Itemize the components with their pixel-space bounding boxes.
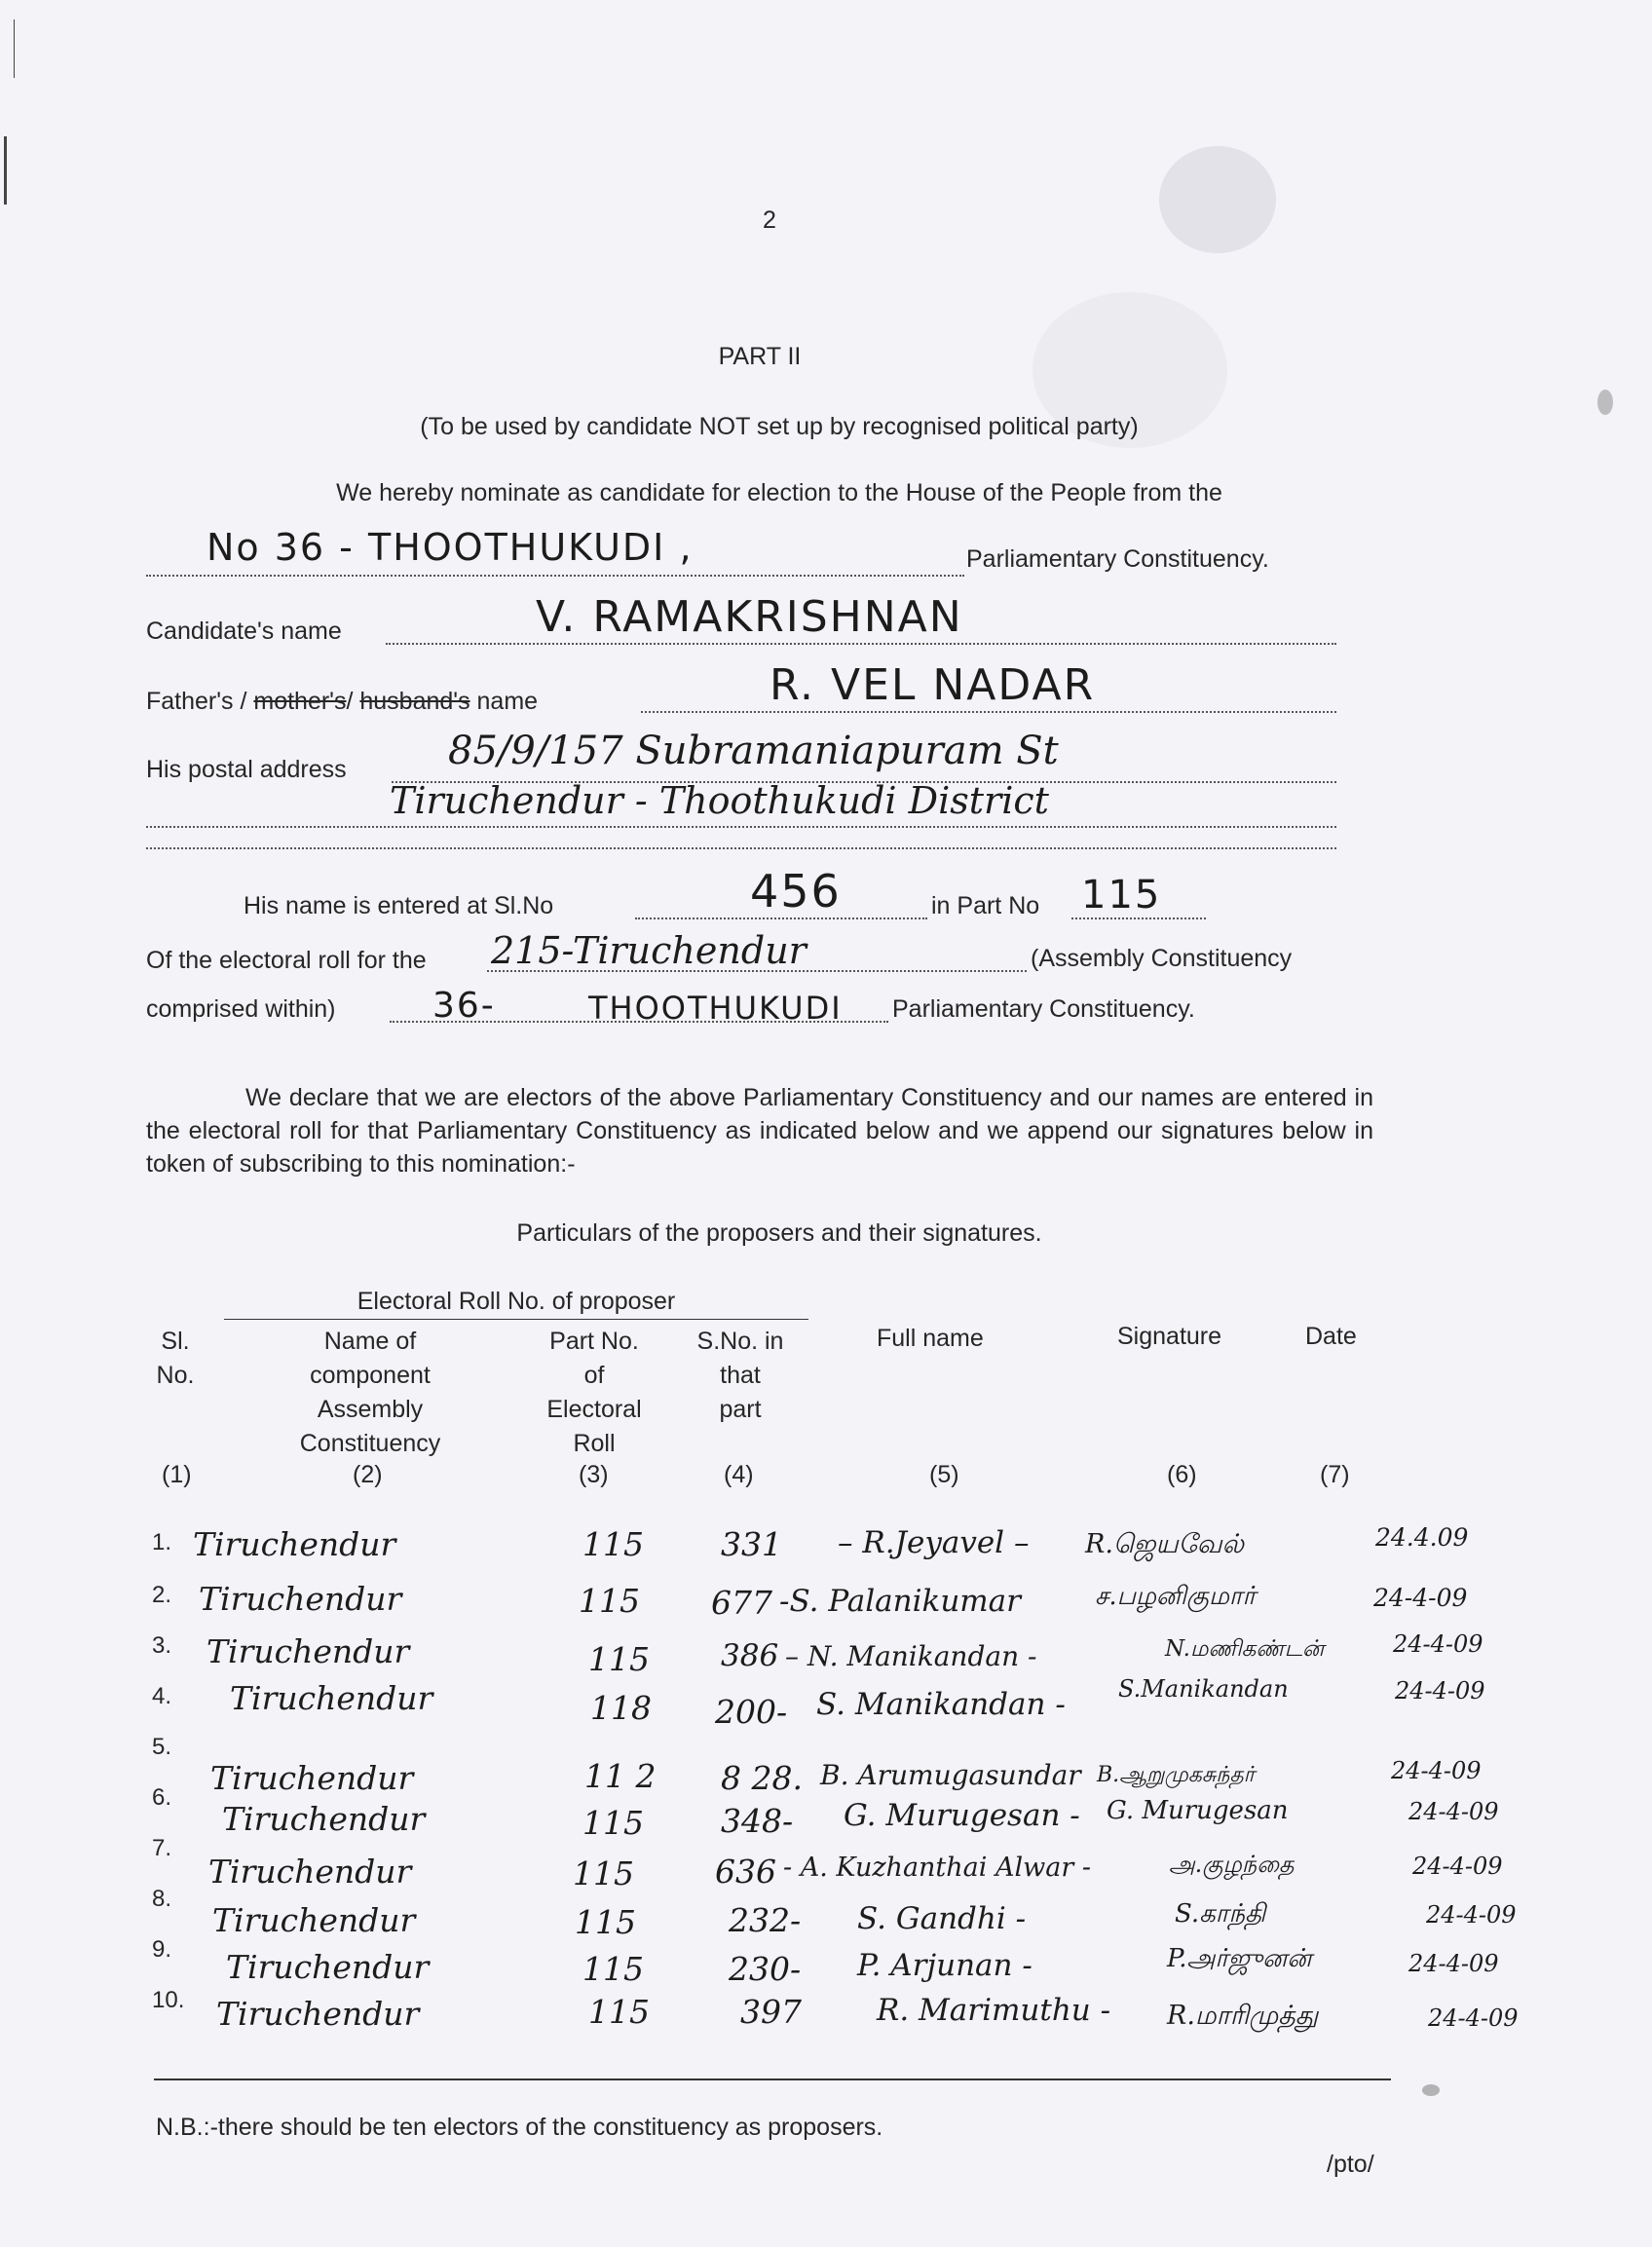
col-header-s-no	[672, 1325, 808, 1427]
col-header-part-no	[526, 1325, 662, 1461]
comprised-label: comprised within)	[146, 995, 336, 1023]
serial-entry-label-a: His name is entered at Sl.No	[244, 892, 554, 919]
row-sl: 7.	[152, 1835, 172, 1861]
row-sl: 6.	[152, 1784, 172, 1811]
table-row	[0, 1784, 1652, 1842]
row-part-no: 115	[588, 1993, 650, 2031]
row-s-no: 230-	[729, 1950, 802, 1988]
col-number-7: (7)	[1320, 1461, 1350, 1488]
row-signature: அ.குழந்தை	[1169, 1851, 1295, 1878]
row-assembly: Tiruchendur	[212, 1901, 416, 1939]
comprised-suffix: Parliamentary Constituency.	[892, 995, 1195, 1023]
postal-address-line1: 85/9/157 Subramaniapuram St	[448, 729, 1059, 773]
father-label-suffix: name	[469, 688, 539, 715]
row-date: 24-4-09	[1426, 1901, 1517, 1929]
declaration-paragraph: We declare that we are electors of the above Parliamentary Constituency and our names are entered in the electoral roll for that Parliamentary Constituency as indicated below and we append our signatures below in token of subscribing to this nomination:-	[146, 1084, 1373, 1178]
nomination-intro: We hereby nominate as candidate for election to the House of the People from the	[336, 479, 1222, 506]
father-name-dotline	[641, 711, 1336, 713]
row-signature: P.அர்ஜுனன்	[1167, 1944, 1312, 1973]
table-row	[0, 1835, 1652, 1892]
row-part-no: 115	[582, 1525, 644, 1563]
col-number-6: (6)	[1167, 1461, 1197, 1488]
candidate-name-dotline	[386, 643, 1336, 645]
postal-address-dotline-2	[146, 826, 1336, 828]
candidate-name-handwritten: V. RAMAKRISHNAN	[536, 592, 963, 642]
row-s-no: 386	[721, 1638, 779, 1673]
row-assembly: Tiruchendur	[193, 1525, 396, 1563]
row-date: 24-4-09	[1391, 1757, 1482, 1784]
col-header-part-line2: of	[583, 1362, 605, 1389]
row-s-no: 331	[721, 1525, 782, 1563]
row-signature: ச.பழனிகுமார்	[1095, 1582, 1257, 1611]
comprised-handwritten-name: THOOTHUKUDI	[588, 990, 843, 1027]
row-full-name: S. Gandhi -	[857, 1901, 1027, 1936]
row-full-name: -S. Palanikumar	[779, 1584, 1021, 1619]
electoral-roll-label: Of the electoral roll for the	[146, 947, 427, 974]
row-part-no: 115	[573, 1854, 634, 1892]
col-header-assembly-line2: component	[310, 1362, 431, 1389]
col-number-4: (4)	[724, 1461, 754, 1488]
row-s-no: 232-	[729, 1901, 802, 1939]
row-date: 24-4-09	[1393, 1630, 1483, 1658]
page-number: 2	[763, 206, 776, 234]
col-number-5: (5)	[929, 1461, 959, 1488]
col-header-sl	[136, 1325, 214, 1393]
row-date: 24.4.09	[1375, 1523, 1469, 1552]
row-date: 24-4-09	[1412, 1853, 1503, 1880]
row-date: 24-4-09	[1408, 1950, 1499, 1977]
electoral-roll-handwritten: 215-Tiruchendur	[491, 929, 807, 972]
father-label-prefix: Father's /	[146, 688, 254, 715]
col-header-sl-line2: No.	[156, 1362, 195, 1389]
postal-address-dotline-3	[146, 847, 1336, 849]
part-title: PART II	[718, 343, 802, 370]
row-s-no: 200-	[715, 1693, 788, 1731]
father-label-husband-struck: husband's	[359, 688, 470, 715]
father-label-mother-struck: mother's	[253, 688, 347, 715]
row-assembly: Tiruchendur	[208, 1853, 412, 1891]
row-sl: 2.	[152, 1582, 172, 1608]
row-date: 24-4-09	[1428, 2004, 1519, 2032]
serial-entry-sl-no: 456	[750, 865, 842, 918]
father-label-separator: /	[346, 688, 360, 715]
row-assembly: Tiruchendur	[206, 1632, 410, 1670]
row-sl: 4.	[152, 1683, 172, 1709]
table-row	[0, 1523, 1652, 1578]
group-header-underline	[224, 1319, 808, 1320]
col-header-full-name: Full name	[877, 1325, 984, 1352]
constituency-dotline	[146, 575, 964, 577]
form-subtitle: (To be used by candidate NOT set up by recognised political party)	[420, 413, 1139, 440]
col-header-part-line3: Electoral	[546, 1396, 642, 1423]
postal-address-line2: Tiruchendur - Thoothukudi District	[390, 779, 1049, 822]
footnote: N.B.:-there should be ten electors of the constituency as proposers.	[156, 2114, 883, 2141]
pto-marker: /pto/	[1327, 2151, 1374, 2178]
row-assembly: Tiruchendur	[222, 1800, 426, 1838]
row-sl: 10.	[152, 1987, 185, 2013]
table-bottom-rule	[154, 2078, 1391, 2080]
stamp-bleed	[1159, 146, 1276, 253]
row-part-no: 118	[590, 1689, 652, 1727]
row-sl: 3.	[152, 1632, 172, 1659]
constituency-handwritten: No 36 - THOOTHUKUDI ,	[206, 526, 694, 569]
table-row	[0, 1734, 1652, 1797]
serial-entry-dotline-a	[635, 918, 927, 919]
row-part-no: 11 2	[584, 1757, 657, 1795]
row-part-no: 115	[579, 1582, 640, 1620]
row-assembly: Tiruchendur	[226, 1948, 430, 1986]
col-header-part-line4: Roll	[573, 1430, 616, 1457]
col-header-sno-line3: part	[719, 1396, 762, 1423]
col-number-2: (2)	[353, 1461, 383, 1488]
father-name-label	[146, 688, 538, 716]
row-full-name: G. Murugesan -	[844, 1798, 1080, 1833]
table-row	[0, 1886, 1652, 1941]
row-s-no: 348-	[721, 1802, 794, 1840]
serial-entry-part-no: 115	[1081, 873, 1162, 918]
row-s-no: 636	[715, 1853, 776, 1891]
col-header-assembly-line4: Constituency	[299, 1430, 441, 1457]
table-row	[0, 1987, 1652, 2036]
edge-speck	[1422, 2084, 1440, 2096]
col-header-sno-line2: that	[720, 1362, 761, 1389]
row-signature: N.மணிகண்டன்	[1165, 1636, 1325, 1662]
col-number-3: (3)	[579, 1461, 609, 1488]
row-full-name: B. Arumugasundar	[820, 1759, 1081, 1791]
row-sl: 5.	[152, 1734, 172, 1760]
edge-speck	[1597, 390, 1613, 415]
row-date: 24-4-09	[1408, 1798, 1499, 1825]
electoral-roll-suffix: (Assembly Constituency	[1031, 945, 1293, 972]
serial-entry-dotline-b	[1071, 918, 1206, 919]
table-row	[0, 1582, 1652, 1630]
group-header-electoral-roll: Electoral Roll No. of proposer	[357, 1288, 676, 1315]
row-assembly: Tiruchendur	[230, 1679, 433, 1717]
row-assembly: Tiruchendur	[199, 1580, 402, 1618]
candidate-name-label: Candidate's name	[146, 618, 342, 645]
row-sl: 8.	[152, 1886, 172, 1912]
row-signature: S.Manikandan	[1118, 1675, 1289, 1703]
row-s-no: 397	[740, 1993, 802, 2031]
col-header-signature: Signature	[1117, 1323, 1222, 1350]
row-s-no: 677	[711, 1584, 772, 1622]
col-number-1: (1)	[162, 1461, 192, 1488]
row-date: 24-4-09	[1395, 1677, 1485, 1704]
father-name-handwritten: R. VEL NADAR	[770, 660, 1096, 710]
row-part-no: 115	[588, 1640, 650, 1678]
comprised-handwritten-number: 36-	[432, 986, 496, 1026]
row-full-name: S. Manikandan -	[816, 1687, 1066, 1722]
row-s-no: 8 28.	[721, 1759, 803, 1797]
col-header-assembly-line1: Name of	[323, 1328, 417, 1355]
row-signature: S.காந்தி	[1175, 1899, 1266, 1929]
row-full-name: - A. Kuzhanthai Alwar -	[783, 1853, 1091, 1883]
row-date: 24-4-09	[1373, 1584, 1468, 1612]
col-header-assembly-line3: Assembly	[317, 1396, 424, 1423]
binder-mark	[14, 19, 15, 78]
row-assembly: Tiruchendur	[210, 1759, 414, 1797]
row-sl: 1.	[152, 1529, 172, 1555]
col-header-part-line1: Part No.	[549, 1328, 639, 1355]
serial-entry-label-b: in Part No	[931, 892, 1040, 919]
row-part-no: 115	[575, 1903, 636, 1941]
row-signature: G. Murugesan	[1107, 1796, 1289, 1825]
row-full-name: – R.Jeyavel –	[838, 1525, 1030, 1560]
table-row	[0, 1936, 1652, 1988]
table-row	[0, 1632, 1652, 1681]
row-part-no: 115	[582, 1950, 644, 1988]
row-signature: R.ஜெயவேல்	[1085, 1529, 1245, 1559]
postal-address-label: His postal address	[146, 756, 347, 783]
row-signature: R.மாரிமுத்து	[1167, 2001, 1319, 2031]
col-header-sl-line1: Sl.	[161, 1328, 190, 1355]
table-row	[0, 1675, 1652, 1732]
particulars-heading: Particulars of the proposers and their signatures.	[516, 1219, 1042, 1247]
col-header-assembly	[263, 1325, 477, 1461]
col-header-sno-line1: S.No. in	[696, 1328, 784, 1355]
col-header-date: Date	[1305, 1323, 1357, 1350]
row-full-name: – N. Manikandan -	[785, 1640, 1037, 1672]
row-sl: 9.	[152, 1936, 172, 1963]
row-full-name: P. Arjunan -	[857, 1948, 1032, 1983]
constituency-suffix: Parliamentary Constituency.	[966, 545, 1269, 573]
row-signature: B.ஆறுமுகசுந்தர்	[1097, 1763, 1256, 1787]
row-full-name: R. Marimuthu -	[877, 1993, 1111, 2028]
row-part-no: 115	[582, 1804, 644, 1842]
binder-mark	[4, 136, 7, 205]
row-assembly: Tiruchendur	[216, 1995, 420, 2033]
